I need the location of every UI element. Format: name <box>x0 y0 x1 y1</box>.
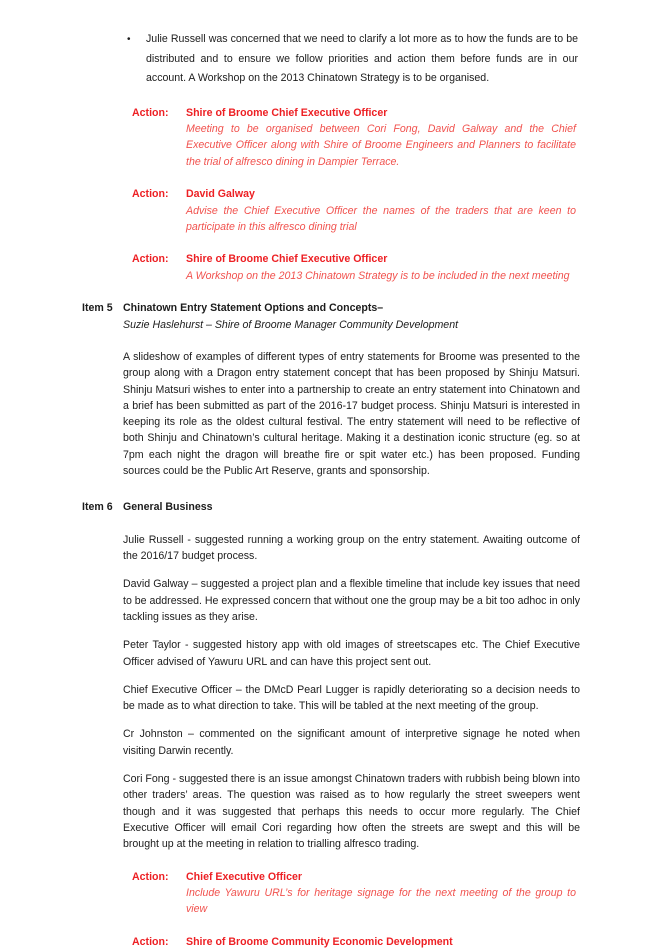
item-5-number: Item 5 <box>82 302 113 315</box>
item-5-heading: Chinatown Entry Statement Options and Concepts– <box>123 302 384 315</box>
item-6-paragraph-6: Cori Fong - suggested there is an issue amongst Chinatown traders with rubbish being blown into other traders’ areas. The question was raised as to how regularly the street sweepers went though and it was suggested that perhaps this needs to occur more regularly. The Chief Executive Officer will email Cori regarding how often the streets are swept and this will be brought up at the meeting in relation to trialling alfresco trading. <box>123 773 580 851</box>
action-label: Action: <box>132 870 169 883</box>
action-detail: A Workshop on the 2013 Chinatown Strategy is to be included in the next meeting <box>186 269 570 282</box>
item-6-section <box>82 499 580 515</box>
item-6-paragraph-4: Chief Executive Officer – the DMcD Pearl Lugger is rapidly deteriorating so a decision needs to be made as to what direction to take. This will be tabled at the next meeting of the group. <box>123 683 580 713</box>
action-block-3 <box>132 251 580 284</box>
item-5-body <box>123 300 580 333</box>
action-title: David Galway <box>186 188 255 201</box>
action-detail: Meeting to be organised between Cori Fong, David Galway and the Chief Executive Officer along with Shire of Broome Engineers and Planners to facilitate the trial of alfresco dining in Dampier Terrace. <box>186 122 576 168</box>
action-block-1 <box>132 105 580 171</box>
action-block-4 <box>132 869 580 918</box>
item-6-number: Item 6 <box>82 501 113 514</box>
list-item <box>127 30 580 89</box>
action-header-row <box>132 105 580 121</box>
action-label: Action: <box>132 106 169 119</box>
item-5-section <box>82 300 580 333</box>
action-title: Shire of Broome Chief Executive Officer <box>186 106 388 119</box>
item-6-heading: General Business <box>123 501 213 514</box>
action-header-row <box>132 869 580 885</box>
bullet-list <box>82 30 580 89</box>
action-title: Shire of Broome Chief Executive Officer <box>186 253 388 266</box>
action-detail: Include Yawuru URL’s for heritage signage for the next meeting of the group to view <box>186 886 576 916</box>
action-label: Action: <box>132 188 169 201</box>
bullet-point-icon: • <box>127 34 131 45</box>
action-block-2 <box>132 186 580 235</box>
action-block-5 <box>132 934 580 950</box>
item-5-paragraph: A slideshow of examples of different types of entry statements for Broome was presented to the group along with a Dragon entry statement concept that has been proposed by Shinju Matsuri. Shinju Matsuri wishes to enter into a partnership to create an entry statement into Chinatown and a brief has been submitted as part of the 2016-17 budget process. Shinju Matsuri is interested in keeping its role as the oldest cultural festival. The entry statement will need to be reflective of both Shinju and Chinatown’s cultural heritage. Making it a destination iconic structure (eg. so at 7pm each night the dragon will breathe fire or spit water etc.) has been proposed. Funding sources could be the Public Art Reserve, grants and sponsorship. <box>123 350 580 478</box>
action-header-row <box>132 186 580 202</box>
action-title: Shire of Broome Community Economic Development <box>186 935 453 948</box>
action-label: Action: <box>132 253 169 266</box>
action-detail: Advise the Chief Executive Officer the names of the traders that are keen to participate in this alfresco dining trial <box>186 204 576 233</box>
action-label: Action: <box>132 935 169 948</box>
item-5-subheading: Suzie Haslehurst – Shire of Broome Manager Community Development <box>123 318 459 331</box>
item-6-paragraph-1: Julie Russell - suggested running a working group on the entry statement. Awaiting outcome of the 2016/17 budget process. <box>123 533 580 563</box>
list-item-text: Julie Russell was concerned that we need to clarify a lot more as to how the funds are to be distributed and to ensure we follow priorities and action them before funds are in our account. A Workshop on the 2013 Chinatown Strategy is to be organised. <box>146 33 578 84</box>
action-header-row <box>132 251 580 267</box>
item-6-paragraph-3: Peter Taylor - suggested history app with old images of streetscapes etc. The Chief Executive Officer advised of Yawuru URL and can have this project sent out. <box>123 639 580 668</box>
item-6-paragraph-5: Cr Johnston – commented on the significant amount of interpretive signage he noted when visiting Darwin recently. <box>123 728 580 757</box>
item-6-paragraph-2: David Galway – suggested a project plan and a flexible timeline that include key issues that need to be addressed. He expressed concern that without one the group may be a bit too adhoc in only tackling issues as they arise. <box>123 578 581 623</box>
action-header-row <box>132 934 580 950</box>
item-6-body <box>123 499 580 515</box>
action-title: Chief Executive Officer <box>186 870 302 883</box>
